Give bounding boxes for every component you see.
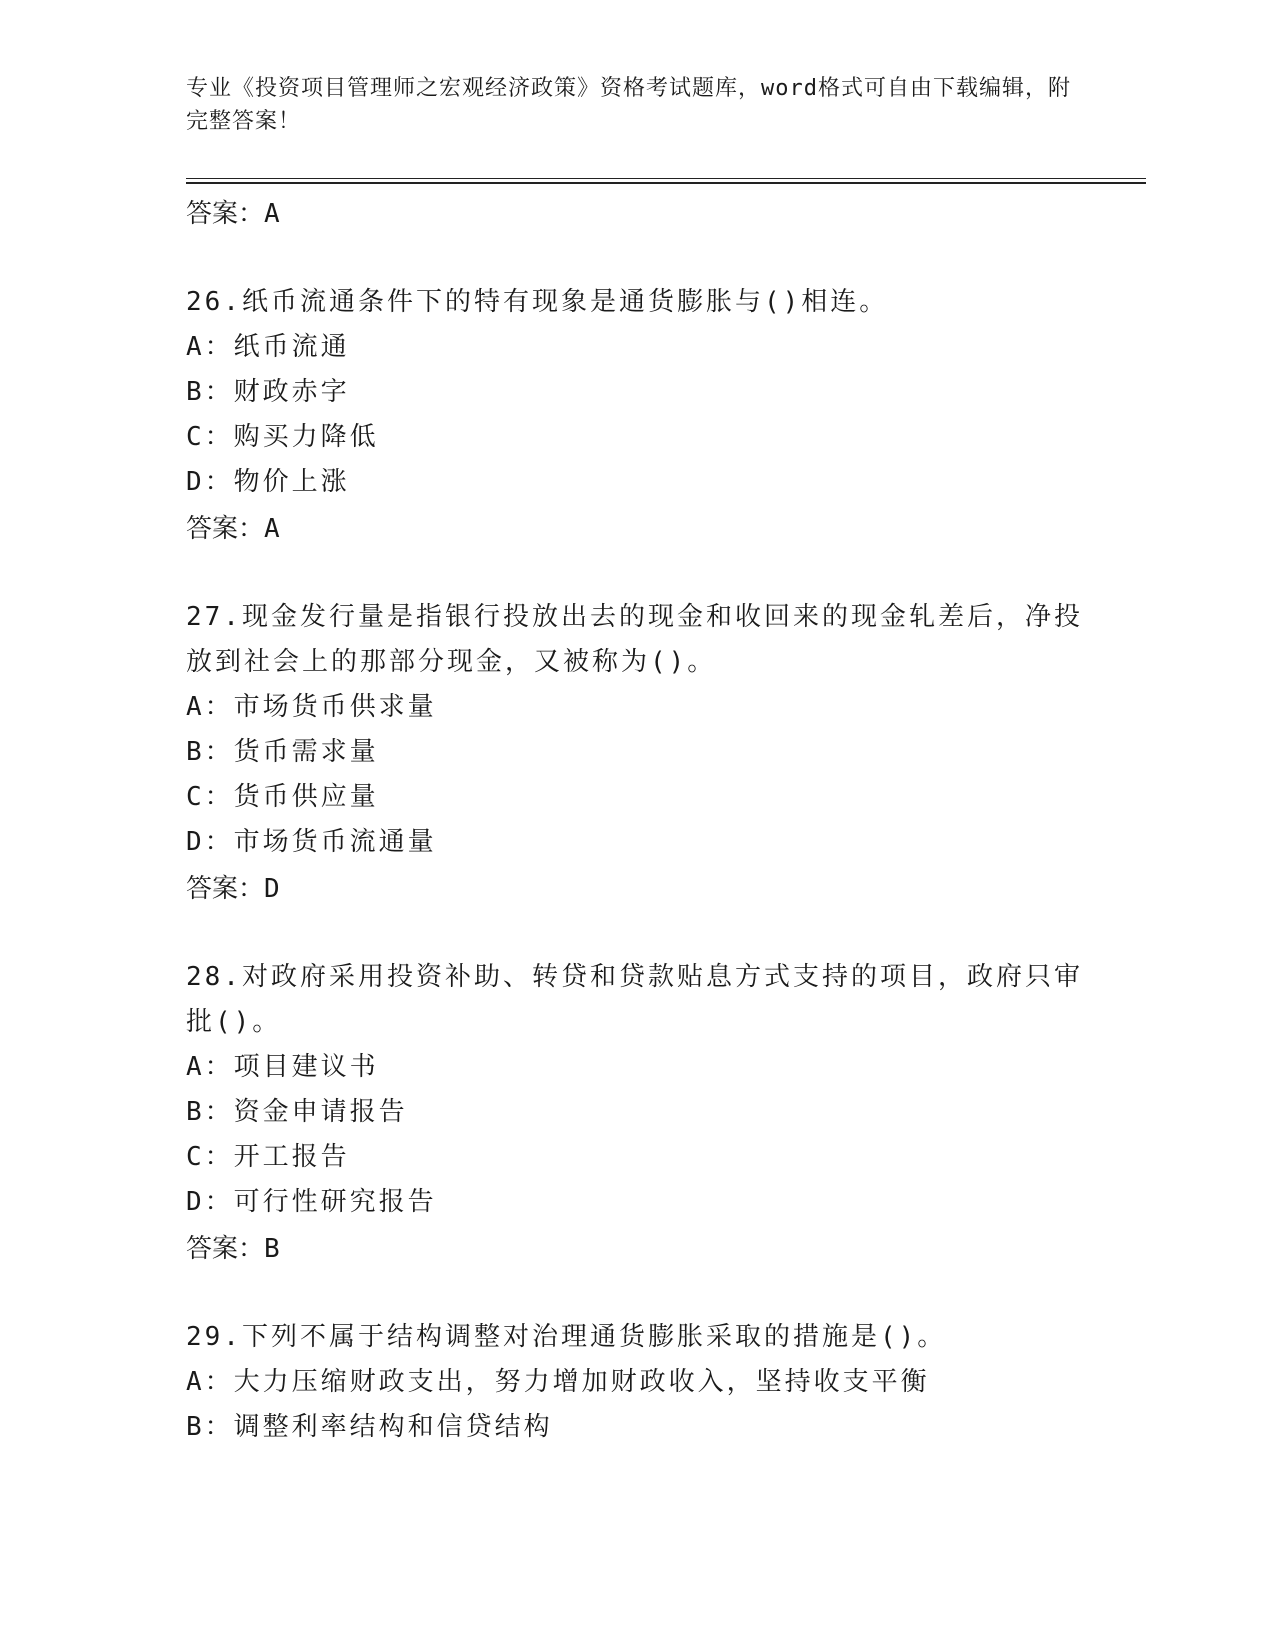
option-a: A：纸币流通 [186, 332, 350, 362]
answer-line: 答案：A [186, 514, 280, 544]
question-block [186, 955, 1086, 1267]
option-d: D：物价上涨 [186, 467, 350, 497]
option-a: A：大力压缩财政支出，努力增加财政收入，坚持收支平衡 [186, 1367, 930, 1397]
option-b: B：货币需求量 [186, 737, 379, 767]
option-c: C：开工报告 [186, 1142, 350, 1172]
option-a: A：市场货币供求量 [186, 692, 437, 722]
answer-line: 答案：D [186, 874, 280, 904]
question-block [186, 595, 1086, 907]
answer-line: 答案：B [186, 1234, 280, 1264]
option-b: B：资金申请报告 [186, 1097, 408, 1127]
option-b: B：调整利率结构和信贷结构 [186, 1412, 553, 1442]
option-b: B：财政赤字 [186, 377, 350, 407]
option-d: D：可行性研究报告 [186, 1187, 437, 1217]
option-c: C：购买力降低 [186, 422, 379, 452]
option-c: C：货币供应量 [186, 782, 379, 812]
option-d: D：市场货币流通量 [186, 827, 437, 857]
header-divider-thick [186, 182, 1146, 184]
question-stem: 29.下列不属于结构调整对治理通货膨胀采取的措施是()。 [186, 1322, 947, 1352]
header-divider-thin [186, 178, 1146, 179]
answer-line: 答案：A [186, 199, 280, 229]
question-stem: 27.现金发行量是指银行投放出去的现金和收回来的现金轧差后，净投放到社会上的那部分现金，又被称为()。 [186, 602, 1083, 677]
option-a: A：项目建议书 [186, 1052, 379, 1082]
question-list [186, 190, 1086, 1450]
document-header: 专业《投资项目管理师之宏观经济政策》资格考试题库，word格式可自由下载编辑，附完整答案！ [186, 76, 1071, 134]
question-stem: 28.对政府采用投资补助、转贷和贷款贴息方式支持的项目，政府只审批()。 [186, 962, 1083, 1037]
question-stem: 26.纸币流通条件下的特有现象是通货膨胀与()相连。 [186, 287, 889, 317]
question-block [186, 1315, 1086, 1450]
question-block [186, 280, 1086, 547]
